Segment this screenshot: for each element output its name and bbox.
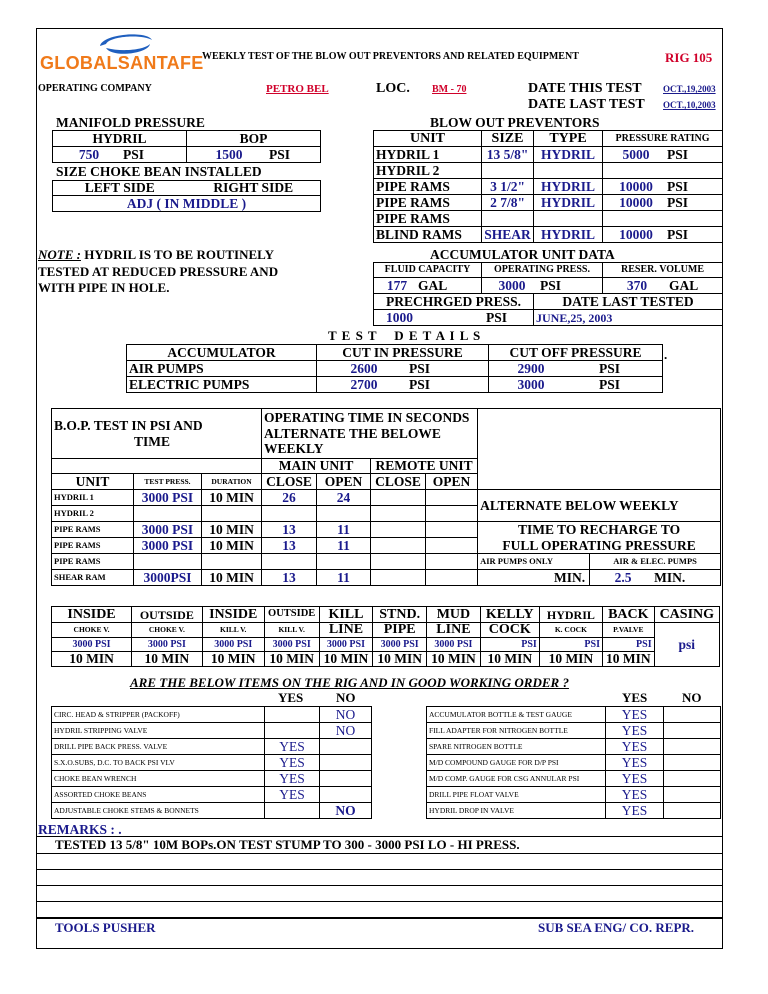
checklist-no: [664, 755, 721, 771]
bop-rating-value: 10000: [619, 194, 653, 210]
bop-test-close: [262, 506, 317, 522]
bop-table: [373, 130, 723, 243]
checklist-yes: YES: [606, 803, 664, 819]
valve-duration-8: 10 MIN: [539, 652, 602, 667]
checklist-no: [320, 787, 372, 803]
checklist-row: [427, 707, 721, 723]
alternate-weekly-label: ALTERNATE BELOW WEEKLY: [478, 490, 721, 522]
note-label: NOTE :: [38, 247, 81, 262]
checklist-no: [320, 755, 372, 771]
valve-duration-9: 10 MIN: [602, 652, 654, 667]
checklist-no: [664, 787, 721, 803]
valve-duration-3: 10 MIN: [264, 652, 319, 667]
bop-test-open: [317, 554, 371, 570]
bop-rating-value: 10000: [619, 226, 653, 242]
bop-test-remote-open: [426, 554, 478, 570]
right-side-label: RIGHT SIDE: [187, 181, 321, 196]
checklist-row: [427, 723, 721, 739]
test-detail-label: AIR PUMPS: [127, 361, 317, 377]
bop-rating-value: 10000: [619, 178, 653, 194]
right-no-header: NO: [682, 690, 702, 705]
bop-test-open: 11: [317, 570, 371, 586]
cut-in-number: 2700: [350, 376, 378, 392]
bop-size: 2 7/8": [482, 195, 534, 211]
bop-test-close: 13: [262, 538, 317, 554]
checklist-item: HYDRIL STRIPPING VALVE: [52, 723, 265, 739]
bop-unit: PIPE RAMS: [374, 195, 482, 211]
operating-company-value: PETRO BEL: [266, 83, 329, 95]
left-no-header: NO: [336, 690, 356, 705]
bop-test-open: [317, 506, 371, 522]
valve-duration-0: 10 MIN: [52, 652, 132, 667]
valve-head-9: BACK: [602, 607, 654, 623]
bop-type: HYDRIL: [534, 147, 603, 163]
bop-test-press: 3000 PSI: [134, 538, 202, 554]
operating-press-label: OPERATING PRESS.: [482, 263, 603, 278]
test-detail-row: [127, 377, 663, 393]
checklist-item: CHOKE BEAN WRENCH: [52, 771, 265, 787]
duration-label: DURATION: [202, 474, 262, 490]
main-open-label: OPEN: [317, 474, 371, 490]
air-pumps-only-label: AIR PUMPS ONLY: [478, 554, 590, 570]
bop-rating: [603, 147, 723, 163]
bop-test-unit: HYDRIL 1: [52, 490, 134, 506]
remarks-line-3: [36, 869, 723, 870]
date-last-test-value: OCT.,10,2003: [663, 100, 716, 110]
air-elec-pumps-value: [590, 570, 721, 586]
checklist-no: [664, 739, 721, 755]
bop-head-size: SIZE: [482, 131, 534, 147]
bop-test-remote-close: [371, 522, 426, 538]
note-line1: HYDRIL IS TO BE ROUTINELY: [84, 247, 274, 262]
precharged-value: 1000 PSI: [374, 310, 534, 326]
cut-in-unit: PSI: [409, 376, 431, 392]
checklist-item: DRILL PIPE BACK PRESS. VALVE: [52, 739, 265, 755]
valve-subhead-1: CHOKE V.: [132, 623, 203, 638]
checklist-item: HYDRIL DROP IN VALVE: [427, 803, 606, 819]
hydril-pressure: 750 PSI: [53, 147, 187, 163]
accumulator-unit-title: ACCUMULATOR UNIT DATA: [430, 247, 615, 262]
valve-subhead-5: PIPE: [373, 623, 427, 638]
bop-row: [374, 195, 723, 211]
bop-pressure: 1500 PSI: [187, 147, 321, 163]
bop-unit: HYDRIL 1: [374, 147, 482, 163]
checklist-row: [52, 771, 372, 787]
bop-size: 13 5/8": [482, 147, 534, 163]
bop-type: [534, 163, 603, 179]
co-repr-label: SUB SEA ENG/ CO. REPR.: [538, 920, 695, 935]
remote-unit-label: REMOTE UNIT: [371, 459, 478, 474]
bop-test-remote-open: [426, 522, 478, 538]
remarks-line-1: [36, 836, 723, 837]
bop-type: HYDRIL: [534, 195, 603, 211]
valves-table: [51, 606, 720, 667]
bop-rating-unit: PSI: [667, 146, 689, 162]
bop-test-press: [134, 554, 202, 570]
bop-test-remote-open: [426, 570, 478, 586]
bop-type: HYDRIL: [534, 227, 603, 243]
bop-head-rating: PRESSURE RATING: [603, 131, 723, 147]
bop-test-press: [134, 506, 202, 522]
fluid-capacity-label: FLUID CAPACITY: [374, 263, 482, 278]
valve-subhead-0: CHOKE V.: [52, 623, 132, 638]
bop-test-unit: PIPE RAMS: [52, 554, 134, 570]
bop-size: SHEAR: [482, 227, 534, 243]
bop-size: [482, 163, 534, 179]
loc-label: LOC.: [376, 81, 410, 96]
test-details-table: [126, 344, 663, 393]
valve-pressure-7: PSI: [480, 638, 539, 652]
bop-test-unit: PIPE RAMS: [52, 538, 134, 554]
bop-test-close: [262, 554, 317, 570]
date-last-tested-label: DATE LAST TESTED: [534, 294, 723, 310]
left-yes-header: YES: [278, 690, 304, 705]
valve-subhead-2: KILL V.: [202, 623, 264, 638]
bop-row: [374, 211, 723, 227]
bop-test-remote-close: [371, 538, 426, 554]
checklist-yes: YES: [606, 707, 664, 723]
bop-test-remote-open: [426, 490, 478, 506]
checklist-item: ADJUSTABLE CHOKE STEMS & BONNETS: [52, 803, 265, 819]
checklist-row: [427, 755, 721, 771]
note-block: [38, 248, 274, 261]
bop-unit: PIPE RAMS: [374, 179, 482, 195]
bop-type: HYDRIL: [534, 179, 603, 195]
checklist-yes: YES: [265, 739, 320, 755]
date-this-test-label: DATE THIS TEST: [528, 81, 642, 96]
bop-test-unit: PIPE RAMS: [52, 522, 134, 538]
min-label: MIN.: [654, 569, 686, 585]
checklist-row: [427, 739, 721, 755]
remarks-line-6: [36, 917, 723, 919]
valve-pressure-9: PSI: [602, 638, 654, 652]
bop-rating: [603, 195, 723, 211]
bop-test-remote-open: [426, 506, 478, 522]
cut-in-unit: PSI: [409, 360, 431, 376]
bop-test-press: 3000 PSI: [134, 522, 202, 538]
checklist-item: DRILL PIPE FLOAT VALVE: [427, 787, 606, 803]
valve-duration-1: 10 MIN: [132, 652, 203, 667]
bop-rating: [603, 211, 723, 227]
checklist-yes: YES: [265, 755, 320, 771]
bop-unit: PIPE RAMS: [374, 211, 482, 227]
valve-pressure-5: 3000 PSI: [373, 638, 427, 652]
bop-size: [482, 211, 534, 227]
recharge-label: [478, 522, 721, 554]
air-pumps-only-value: [478, 570, 590, 586]
bop-test-duration: [202, 506, 262, 522]
valve-duration-7: 10 MIN: [480, 652, 539, 667]
checklist-item: ACCUMULATOR BOTTLE & TEST GAUGE: [427, 707, 606, 723]
air-elec-pumps-label: AIR & ELEC. PUMPS: [590, 554, 721, 570]
bop-unit: HYDRIL 2: [374, 163, 482, 179]
left-side-label: LEFT SIDE: [53, 181, 187, 196]
bop-label: BOP: [187, 131, 321, 147]
checklist-no: [320, 739, 372, 755]
checklist-yes: [265, 707, 320, 723]
bop-test-title: B.O.P. TEST IN PSI AND TIME: [52, 409, 262, 459]
checklist-left-table: [51, 706, 372, 819]
unit-label: UNIT: [52, 474, 134, 490]
bop-test-remote-close: [371, 490, 426, 506]
valve-pressure-6: 3000 PSI: [427, 638, 481, 652]
bop-test-press: 3000 PSI: [134, 490, 202, 506]
valve-pressure-8: PSI: [539, 638, 602, 652]
reser-volume-label: RESER. VOLUME: [603, 263, 723, 278]
bop-rating: [603, 179, 723, 195]
checklist-row: [52, 723, 372, 739]
remarks-line-2: [36, 853, 723, 854]
checklist-row: [52, 707, 372, 723]
checklist-row: [427, 787, 721, 803]
bop-test-blank-row: [52, 459, 262, 474]
remote-close-label: CLOSE: [371, 474, 426, 490]
cut-in-value: [317, 361, 489, 377]
bop-test-row: [52, 554, 721, 570]
choke-bean-table: [52, 180, 321, 212]
checklist-item: CIRC. HEAD & STRIPPER (PACKOFF): [52, 707, 265, 723]
right-yes-header: YES: [622, 690, 648, 705]
bop-test-close: 13: [262, 522, 317, 538]
checklist-yes: YES: [606, 723, 664, 739]
checklist-row: [52, 755, 372, 771]
checklist-question: ARE THE BELOW ITEMS ON THE RIG AND IN GOOD WORKING ORDER ?: [130, 675, 569, 690]
test-press-label: TEST PRESS.: [134, 474, 202, 490]
note-line3: WITH PIPE IN HOLE.: [38, 280, 170, 295]
bop-rating-unit: PSI: [667, 178, 689, 194]
valve-subhead-9: P.VALVE: [602, 623, 654, 638]
bop-head-type: TYPE: [534, 131, 603, 147]
checklist-row: [427, 771, 721, 787]
recharge-line1: TIME TO RECHARGE TO: [517, 522, 681, 537]
checklist-item: FILL ADAPTER FOR NITROGEN BOTTLE: [427, 723, 606, 739]
remarks-label: REMARKS : .: [38, 822, 122, 837]
valve-head-6: MUD: [427, 607, 481, 623]
main-close-label: CLOSE: [262, 474, 317, 490]
bop-test-duration: 10 MIN: [202, 522, 262, 538]
checklist-yes: [265, 803, 320, 819]
checklist-item: ASSORTED CHOKE BEANS: [52, 787, 265, 803]
note-line2: TESTED AT REDUCED PRESSURE AND: [38, 264, 279, 279]
bop-head-unit: UNIT: [374, 131, 482, 147]
remote-open-label: OPEN: [426, 474, 478, 490]
bop-test-blank: [478, 409, 721, 490]
bop-test-open: 11: [317, 538, 371, 554]
cut-off-unit: PSI: [599, 360, 621, 376]
checklist-yes: YES: [606, 771, 664, 787]
bop-test-row: [52, 490, 721, 506]
valve-subhead-7: COCK: [480, 623, 539, 638]
bop-unit: BLIND RAMS: [374, 227, 482, 243]
bop-rating-unit: PSI: [667, 194, 689, 210]
bop-row: [374, 227, 723, 243]
bop-test-row: [52, 570, 721, 586]
checklist-yes: YES: [606, 787, 664, 803]
bop-rating-unit: PSI: [667, 226, 689, 242]
checklist-yes: YES: [606, 739, 664, 755]
bop-row: [374, 163, 723, 179]
bop-test-duration: 10 MIN: [202, 538, 262, 554]
choke-bean-title: SIZE CHOKE BEAN INSTALLED: [56, 164, 262, 179]
cut-in-label: CUT IN PRESSURE: [317, 345, 489, 361]
valve-head-3: OUTSIDE: [264, 607, 319, 623]
cut-off-number: 2900: [517, 360, 545, 376]
bop-rating-value: 5000: [622, 146, 650, 162]
bop-test-duration: [202, 554, 262, 570]
company-logo: [40, 32, 204, 76]
valve-pressure-2: 3000 PSI: [202, 638, 264, 652]
valve-head-2: INSIDE: [202, 607, 264, 623]
valve-subhead-4: LINE: [319, 623, 373, 638]
valve-head-4: KILL: [319, 607, 373, 623]
cut-off-number: 3000: [517, 376, 545, 392]
cut-off-unit: PSI: [599, 376, 621, 392]
test-detail-label: ELECTRIC PUMPS: [127, 377, 317, 393]
precharged-label: PRECHRGED PRESS.: [374, 294, 534, 310]
checklist-item: SPARE NITROGEN BOTTLE: [427, 739, 606, 755]
checklist-yes: YES: [265, 771, 320, 787]
checklist-item: M/D COMP. GAUGE FOR CSG ANNULAR PSI: [427, 771, 606, 787]
operating-press-value: 3000 PSI: [482, 278, 603, 294]
date-last-test-label: DATE LAST TEST: [528, 97, 645, 112]
checklist-no: [664, 771, 721, 787]
form-title: WEEKLY TEST OF THE BLOW OUT PREVENTORS AND RELATED EQUIPMENT: [202, 51, 579, 62]
cut-off-value: [489, 377, 663, 393]
bop-test-duration: 10 MIN: [202, 490, 262, 506]
loc-value: BM - 70: [432, 84, 467, 95]
bop-test-open: 11: [317, 522, 371, 538]
accumulator-unit-table: [373, 262, 723, 326]
remarks-line-4: [36, 885, 723, 886]
casing-cell: [654, 623, 719, 667]
manifold-title: MANIFOLD PRESSURE: [56, 115, 205, 130]
date-last-tested-value: JUNE,25, 2003: [534, 310, 723, 326]
checklist-item: M/D COMPOUND GAUGE FOR D/P PSI: [427, 755, 606, 771]
cut-off-value: [489, 361, 663, 377]
checklist-row: [52, 803, 372, 819]
operating-company-label: OPERATING COMPANY: [38, 83, 152, 94]
checklist-row: [52, 739, 372, 755]
checklist-no: [664, 707, 721, 723]
valve-pressure-1: 3000 PSI: [132, 638, 203, 652]
checklist-yes: YES: [606, 755, 664, 771]
valve-pressure-4: 3000 PSI: [319, 638, 373, 652]
test-detail-row: [127, 361, 663, 377]
bop-test-press: 3000PSI: [134, 570, 202, 586]
bop-test-duration: 10 MIN: [202, 570, 262, 586]
checklist-no: [664, 723, 721, 739]
valve-duration-4: 10 MIN: [319, 652, 373, 667]
accumulator-label: ACCUMULATOR: [127, 345, 317, 361]
checklist-no: NO: [320, 723, 372, 739]
bop-type: [534, 211, 603, 227]
valve-head-10: CASING: [654, 607, 719, 623]
checklist-item: S.X.O.SUBS, D.C. TO BACK PSI VLV: [52, 755, 265, 771]
bop-test-open: 24: [317, 490, 371, 506]
valve-pressure-0: 3000 PSI: [52, 638, 132, 652]
valve-duration-5: 10 MIN: [373, 652, 427, 667]
operating-time-header: OPERATING TIME IN SECONDS ALTERNATE THE BELOWE WEEKLY: [262, 409, 478, 459]
recharge-line2: FULL OPERATING PRESSURE: [502, 537, 696, 553]
fluid-capacity-value: 177 GAL: [374, 278, 482, 294]
test-details-title: T E S T D E T A I L S: [328, 328, 482, 343]
valve-pressure-3: 3000 PSI: [264, 638, 319, 652]
bop-row: [374, 179, 723, 195]
bop-test-remote-close: [371, 506, 426, 522]
bop-test-close: 26: [262, 490, 317, 506]
checklist-no: NO: [320, 803, 372, 819]
min-label: MIN.: [553, 569, 586, 585]
remarks-line-5: [36, 901, 723, 902]
checklist-row: [52, 787, 372, 803]
hydril-label: HYDRIL: [53, 131, 187, 147]
bop-size: 3 1/2": [482, 179, 534, 195]
reser-volume-value: 370 GAL: [603, 278, 723, 294]
cut-in-number: 2600: [350, 360, 378, 376]
bop-rating: [603, 163, 723, 179]
main-unit-label: MAIN UNIT: [262, 459, 371, 474]
air-elec-number: 2.5: [614, 569, 632, 585]
checklist-row: [427, 803, 721, 819]
manifold-table: [52, 130, 321, 163]
valve-subhead-8: K. COCK: [539, 623, 602, 638]
cut-off-label: CUT OFF PRESSURE: [489, 345, 663, 361]
bop-test-unit: HYDRIL 2: [52, 506, 134, 522]
valve-head-8: HYDRIL: [539, 607, 602, 623]
checklist-yes: YES: [265, 787, 320, 803]
rig-number: RIG 105: [665, 50, 713, 65]
cut-in-value: [317, 377, 489, 393]
checklist-no: [320, 771, 372, 787]
valve-duration-2: 10 MIN: [202, 652, 264, 667]
test-details-dot: .: [664, 347, 668, 362]
tools-pusher-label: TOOLS PUSHER: [55, 920, 156, 935]
bop-test-remote-close: [371, 554, 426, 570]
valve-duration-6: 10 MIN: [427, 652, 481, 667]
bop-test-row: [52, 522, 721, 538]
bop-test-unit: SHEAR RAM: [52, 570, 134, 586]
checklist-right-table: [426, 706, 721, 819]
bop-test-close: 13: [262, 570, 317, 586]
valve-head-1: OUTSIDE: [132, 607, 203, 623]
remarks-text: TESTED 13 5/8" 10M BOPs.ON TEST STUMP TO 300 - 3000 PSI LO - HI PRESS.: [55, 837, 520, 852]
checklist-yes: [265, 723, 320, 739]
valve-head-0: INSIDE: [52, 607, 132, 623]
bop-row: [374, 147, 723, 163]
casing-unit: psi: [678, 636, 696, 652]
bop-test-remote-close: [371, 570, 426, 586]
valve-head-5: STND.: [373, 607, 427, 623]
bop-test-remote-open: [426, 538, 478, 554]
checklist-no: [664, 803, 721, 819]
bop-title: BLOW OUT PREVENTORS: [430, 115, 600, 130]
valve-head-7: KELLY: [480, 607, 539, 623]
choke-bean-value: ADJ ( IN MIDDLE ): [53, 196, 321, 212]
bop-rating: [603, 227, 723, 243]
valve-subhead-3: KILL V.: [264, 623, 319, 638]
logo-text: GLOBALSANTAFE: [40, 53, 204, 73]
date-this-test-value: OCT.,19,2003: [663, 84, 716, 94]
bop-test-table: [51, 408, 721, 586]
valve-subhead-6: LINE: [427, 623, 481, 638]
checklist-no: NO: [320, 707, 372, 723]
